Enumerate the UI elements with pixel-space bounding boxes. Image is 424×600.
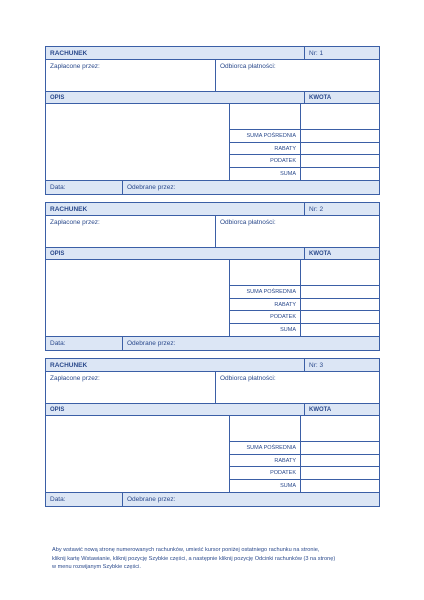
receipt-header <box>46 359 379 372</box>
received-by-field[interactable]: Odebrane przez: <box>127 184 176 191</box>
amount-header: KWOTA <box>309 251 332 257</box>
received-by-field[interactable]: Odebrane przez: <box>127 340 176 347</box>
total-amount[interactable] <box>301 480 379 493</box>
receipt-number[interactable]: Nr: 1 <box>309 50 324 57</box>
total-label: SUMA <box>280 326 296 333</box>
instructions-note <box>52 546 382 572</box>
received-by-field[interactable]: Odebrane przez: <box>127 496 176 503</box>
description-area[interactable] <box>46 416 230 492</box>
discounts-amount[interactable] <box>301 455 379 468</box>
amount-header: KWOTA <box>309 407 332 413</box>
amount-column <box>301 416 379 492</box>
date-field[interactable]: Data: <box>46 181 123 194</box>
items-body <box>46 260 379 337</box>
receipt-title: RACHUNEK <box>46 203 305 215</box>
recipient-field[interactable]: Odbiorca płatności: <box>220 219 276 226</box>
items-body <box>46 104 379 181</box>
subtotal-label: SUMA POŚREDNIA <box>230 286 300 299</box>
date-field[interactable]: Data: <box>46 337 123 350</box>
paid-by-field[interactable]: Zapłacone przez: <box>46 60 216 91</box>
discounts-label: RABATY <box>230 143 300 156</box>
subtotal-amount[interactable] <box>301 130 379 143</box>
total-label: SUMA <box>280 170 296 177</box>
receipt-header <box>46 203 379 216</box>
receipt-title: RACHUNEK <box>46 47 305 59</box>
parties-row <box>46 372 379 404</box>
tax-label: PODATEK <box>230 155 300 168</box>
paid-by-field[interactable]: Zapłacone przez: <box>46 372 216 403</box>
amount-header: KWOTA <box>309 95 332 101</box>
column-header-row <box>46 92 379 104</box>
instructions-line-3: w menu rozwijanym Szybkie części. <box>52 564 141 570</box>
receipt-1 <box>45 46 380 195</box>
blank-cell <box>230 260 300 286</box>
subtotal-amount[interactable] <box>301 442 379 455</box>
discounts-amount[interactable] <box>301 299 379 312</box>
total-amount[interactable] <box>301 168 379 181</box>
item-amount-cell[interactable] <box>301 416 379 442</box>
discounts-amount[interactable] <box>301 143 379 156</box>
discounts-label: RABATY <box>230 455 300 468</box>
subtotal-label: SUMA POŚREDNIA <box>230 130 300 143</box>
instructions-line-1: Aby wstawić nową stronę numerowanych rachunków, umieść kursor poniżej ostatniego rachunku na stronie, <box>52 547 320 553</box>
subtotal-label: SUMA POŚREDNIA <box>230 442 300 455</box>
column-header-row <box>46 404 379 416</box>
description-area[interactable] <box>46 260 230 336</box>
paid-by-field[interactable]: Zapłacone przez: <box>46 216 216 247</box>
items-body <box>46 416 379 493</box>
blank-cell <box>230 416 300 442</box>
amount-column <box>301 260 379 336</box>
description-header: OPIS <box>46 404 305 415</box>
tax-label: PODATEK <box>230 467 300 480</box>
discounts-label: RABATY <box>230 299 300 312</box>
tax-label: PODATEK <box>230 311 300 324</box>
summary-labels <box>230 104 301 180</box>
receipt-title: RACHUNEK <box>46 359 305 371</box>
receipt-header <box>46 47 379 60</box>
amount-column <box>301 104 379 180</box>
item-amount-cell[interactable] <box>301 260 379 286</box>
summary-labels <box>230 416 301 492</box>
description-area[interactable] <box>46 104 230 180</box>
tax-amount[interactable] <box>301 155 379 168</box>
parties-row <box>46 216 379 248</box>
recipient-field[interactable]: Odbiorca płatności: <box>220 63 276 70</box>
description-header: OPIS <box>46 92 305 103</box>
total-amount[interactable] <box>301 324 379 337</box>
receipt-2 <box>45 202 380 351</box>
tax-amount[interactable] <box>301 467 379 480</box>
receipt-number[interactable]: Nr: 3 <box>309 362 324 369</box>
subtotal-amount[interactable] <box>301 286 379 299</box>
instructions-line-2: kliknij kartę Wstawianie, kliknij pozycję Szybkie części, a następnie kliknij pozycję Odcinki rachunków (3 na stronę) <box>52 555 336 562</box>
date-field[interactable]: Data: <box>46 493 123 506</box>
blank-cell <box>230 104 300 130</box>
footer-row <box>46 493 379 506</box>
footer-row <box>46 337 379 350</box>
column-header-row <box>46 248 379 260</box>
receipt-number[interactable]: Nr: 2 <box>309 206 324 213</box>
total-label: SUMA <box>280 482 296 489</box>
summary-labels <box>230 260 301 336</box>
tax-amount[interactable] <box>301 311 379 324</box>
description-header: OPIS <box>46 248 305 259</box>
receipt-3 <box>45 358 380 507</box>
recipient-field[interactable]: Odbiorca płatności: <box>220 375 276 382</box>
footer-row <box>46 181 379 194</box>
item-amount-cell[interactable] <box>301 104 379 130</box>
parties-row <box>46 60 379 92</box>
